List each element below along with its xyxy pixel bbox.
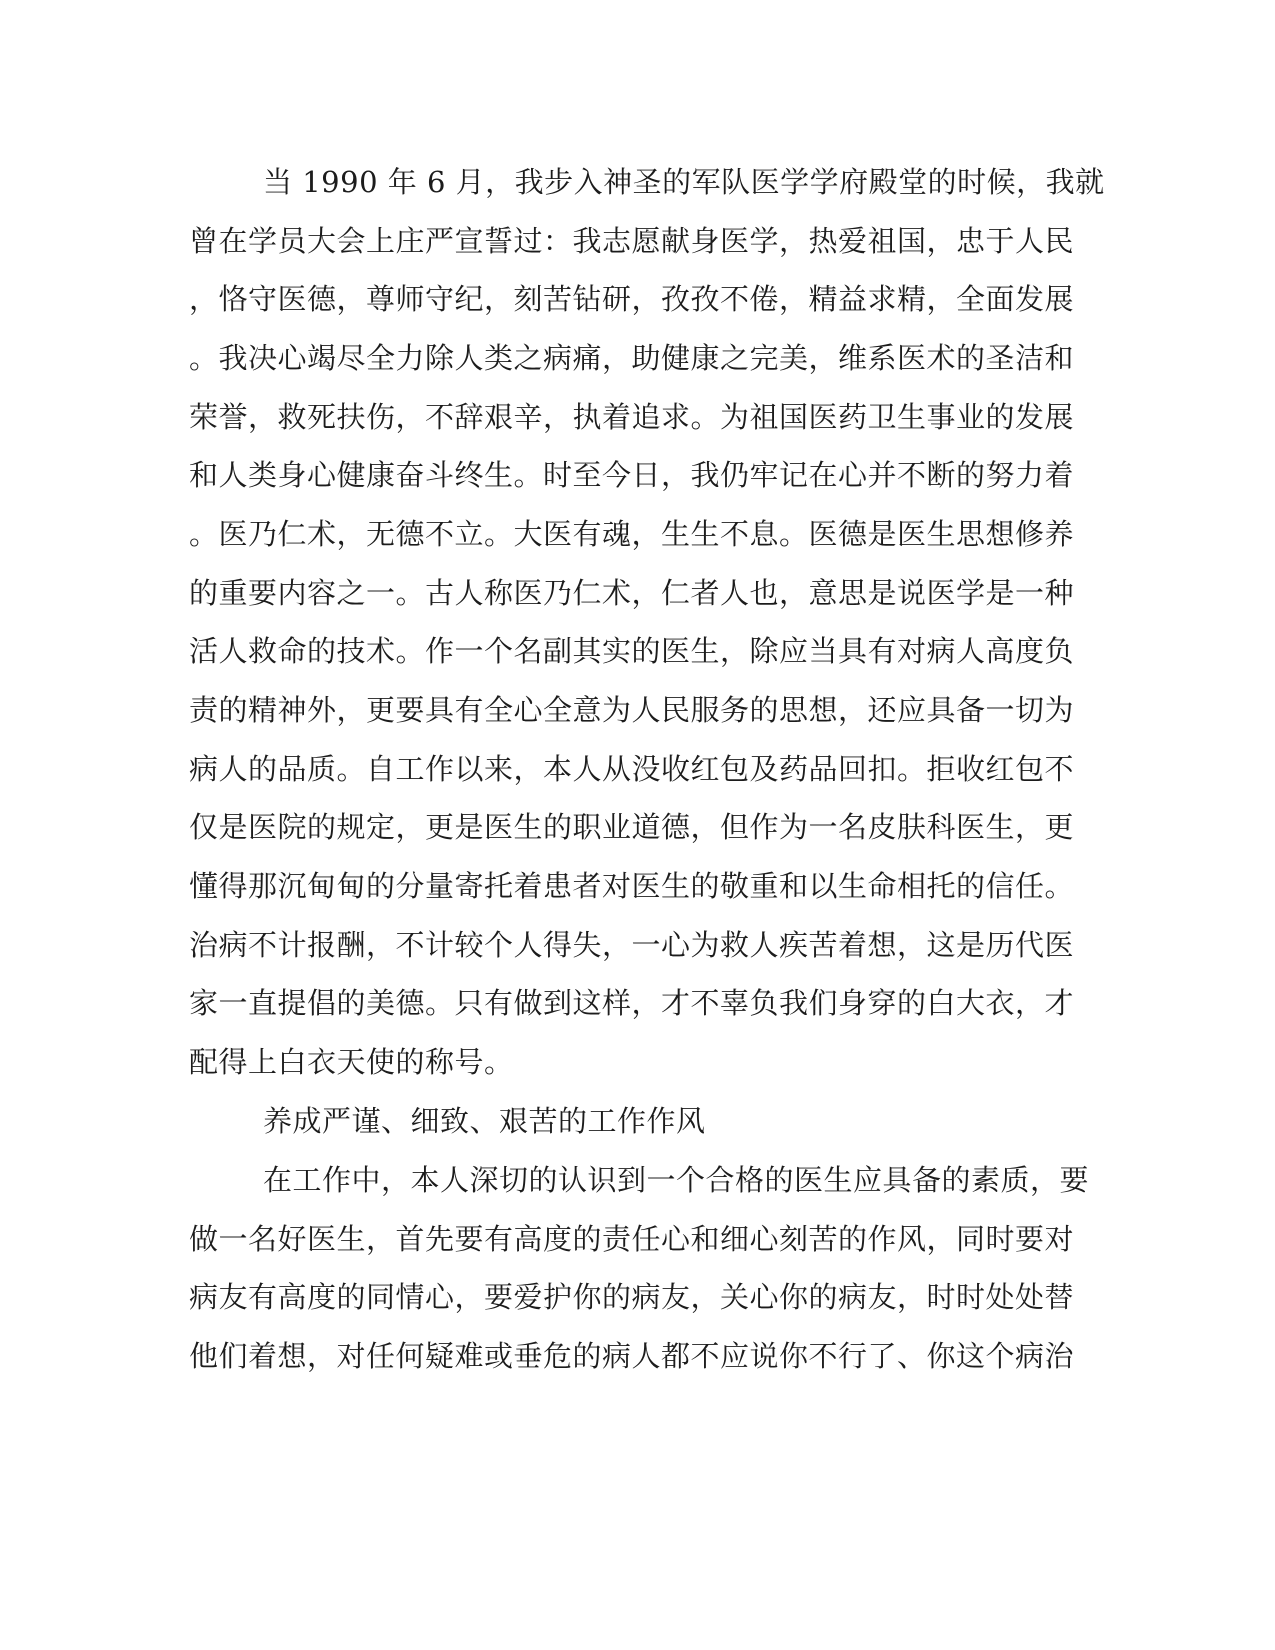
text-line: 仅是医院的规定，更是医生的职业道德，但作为一名皮肤科医生，更 [189,810,1075,844]
text-line: 病人的品质。自工作以来，本人从没收红包及药品回扣。拒收红包不 [189,752,1075,786]
text-line: 病友有高度的同情心，要爱护你的病友，关心你的病友，时时处处替 [189,1280,1075,1314]
text-line: 荣誉，救死扶伤，不辞艰辛，执着追求。为祖国医药卫生事业的发展 [189,400,1075,434]
text-line: 懂得那沉甸甸的分量寄托着患者对医生的敬重和以生命相托的信任。 [189,869,1075,903]
text-line: 做一名好医生，首先要有高度的责任心和细心刻苦的作风，同时要对 [189,1222,1075,1256]
text-line: 。医乃仁术，无德不立。大医有魂，生生不息。医德是医生思想修养 [189,517,1075,551]
text-line: 配得上白衣天使的称号。 [189,1045,514,1079]
text-line: 活人救命的技术。作一个名副其实的医生，除应当具有对病人高度负 [189,634,1075,668]
text-line: 家一直提倡的美德。只有做到这样，才不辜负我们身穿的白大衣，才 [189,986,1075,1020]
text-line: 在工作中，本人深切的认识到一个合格的医生应具备的素质，要 [263,1163,1090,1197]
text-line: 当 1990 年 6 月，我步入神圣的军队医学学府殿堂的时候，我就 [263,165,1105,199]
text-line: 责的精神外，更要具有全心全意为人民服务的思想，还应具备一切为 [189,693,1075,727]
section-heading: 养成严谨、细致、艰苦的工作作风 [263,1104,706,1138]
text-line: 他们着想，对任何疑难或垂危的病人都不应说你不行了、你这个病治 [189,1339,1075,1373]
text-line: 曾在学员大会上庄严宣誓过：我志愿献身医学，热爱祖国，忠于人民 [189,224,1075,258]
text-line: 治病不计报酬，不计较个人得失，一心为救人疾苦着想，这是历代医 [189,928,1075,962]
text-line: 和人类身心健康奋斗终生。时至今日，我仍牢记在心并不断的努力着 [189,458,1075,492]
text-line: 的重要内容之一。古人称医乃仁术，仁者人也，意思是说医学是一种 [189,576,1075,610]
text-line: 。我决心竭尽全力除人类之病痛，助健康之完美，维系医术的圣洁和 [189,341,1075,375]
text-line: ，恪守医德，尊师守纪，刻苦钻研，孜孜不倦，精益求精，全面发展 [189,282,1075,316]
